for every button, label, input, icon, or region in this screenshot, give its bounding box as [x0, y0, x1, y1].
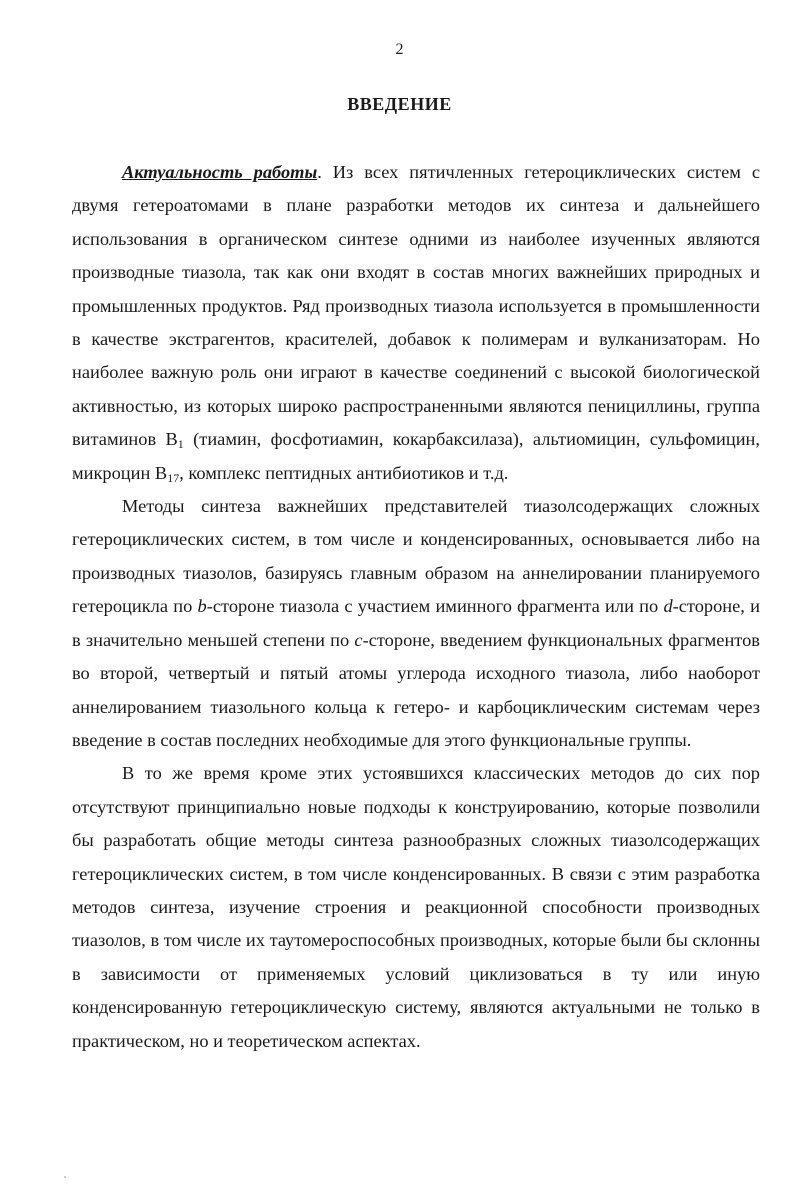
subscript: 1 [177, 437, 184, 452]
subscript: 17 [167, 470, 180, 485]
paragraph-text: -стороне тиазола с участием иминного фрагмента или по [206, 596, 664, 617]
paragraph-text: В то же время кроме этих устоявшихся классических методов до сих пор отсутствуют принципиально новые подходы к конструированию, которые позволили бы разработать общие методы синтеза разнообразных сложных тиазолсодержащих гетероциклических систем, в том числе конденсированных. В связи с этим разработка методов синтеза, изучение строения и реакционной способности производных тиазолов, в том числе их таутомероспособных производных, которые были бы склонны в зависимости от применяемых условий циклизоваться в ту или иную конденсированную гетероциклическую систему, являются актуальными не только в практическом, но и теоретическом аспектах. [72, 763, 760, 1051]
paragraph-text: , комплекс пептидных антибиотиков и т.д. [179, 462, 509, 483]
section-title: ВВЕДЕНИЕ [347, 94, 452, 114]
italic-letter: b [197, 596, 207, 617]
page-number: 2 [395, 41, 404, 58]
italic-letter: d [663, 596, 673, 617]
italic-letter: c [354, 629, 363, 650]
paragraph-text: -стороне, введением функциональных фрагментов во второй, четвертый и пятый атомы углерода исходного тиазола, либо наоборот аннелированием тиазольного кольца к гетеро- и карбоциклическим системам через введение в состав последних необходимые для этого функциональные группы. [72, 629, 760, 750]
paragraph-text: Методы синтеза важнейших представителей тиазолсодержащих сложных гетероциклических систем, в том числе и конденсированных, основывается либо на производных тиазолов, базируясь главным образом на аннелировании планируемого гетероцикла по [72, 496, 760, 617]
paragraph-text: (тиамин, фосфотиамин, кокарбаксилаза), альтиомицин, сульфомицин, микроцин B [72, 429, 760, 483]
paragraph-text: . Из всех пятичленных гетероциклических систем с двумя гетероатомами в плане разработки методов их синтеза и дальнейшего использования в органическом синтезе одними из наиболее изученных являются производные тиазола, так как они входят в состав многих важнейших природных и промышленных продуктов. Ряд производных тиазола используется в промышленности в качестве экстрагентов, красителей, добавок к полимерам и вулканизаторам. Но наиболее важную роль они играют в качестве соединений с высокой биологической активностью, из которых широко распространенными являются пенициллины, группа витаминов B [72, 162, 760, 450]
paragraph-methods [72, 490, 760, 757]
paragraph-text: -стороне, и в значительно меньшей степени по [72, 596, 760, 650]
relevance-heading: Актуальность работы [122, 162, 318, 182]
scan-speck [64, 1176, 66, 1178]
paragraph-relevance [72, 156, 760, 490]
body-text [72, 156, 760, 1058]
paragraph-approaches [72, 757, 760, 1058]
